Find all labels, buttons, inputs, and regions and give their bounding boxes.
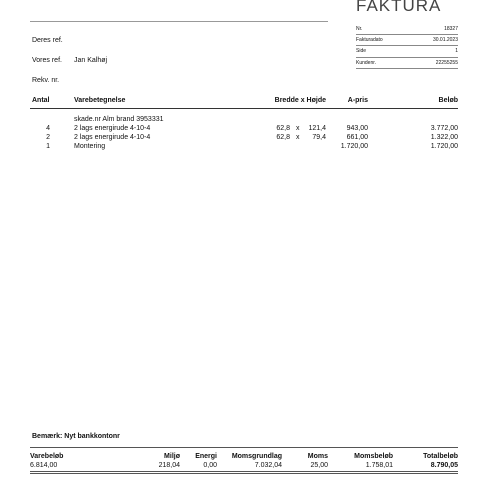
meta-value: 22255255	[435, 59, 458, 66]
total-value: 25,00	[310, 462, 328, 469]
total-label: Miljø	[164, 453, 180, 460]
row-apris: 661,00	[346, 134, 368, 141]
vores-ref-label: Vores ref.	[32, 57, 62, 64]
total-label: Moms	[307, 453, 328, 460]
row-antal: 1	[46, 143, 50, 150]
vores-ref-value: Jan Kalhøj	[74, 57, 108, 64]
meta-row-customer	[356, 58, 458, 68]
row-height: 79,4	[312, 134, 326, 141]
total-label: Momsgrundlag	[231, 453, 282, 460]
meta-label: Kundenr.	[356, 59, 377, 66]
row-height: 121,4	[308, 125, 326, 132]
row-belob: 3.772,00	[430, 125, 458, 132]
deres-ref-label: Deres ref.	[32, 37, 63, 44]
row-text: Montering	[74, 143, 106, 150]
table-row	[0, 125, 480, 134]
row-belob: 1.720,00	[430, 143, 458, 150]
total-value: 218,04	[158, 462, 180, 469]
row-text: 2 lags energirude 4-10-4	[74, 125, 151, 132]
rekv-nr-label: Rekv. nr.	[32, 77, 60, 84]
document-title: FAKTURA	[356, 0, 442, 15]
meta-row-number	[356, 24, 458, 34]
row-apris: 1.720,00	[340, 143, 368, 150]
total-label: Varebeløb	[30, 453, 64, 460]
totals-bottom-rule	[30, 471, 458, 472]
meta-label: Side	[356, 48, 367, 55]
col-header-apris: A-pris	[347, 97, 368, 104]
row-antal: 4	[46, 125, 50, 132]
total-varebelob	[30, 452, 70, 470]
total-energi	[182, 452, 217, 470]
meta-divider	[356, 68, 458, 69]
total-moms	[290, 452, 328, 470]
row-text: 2 lags energirude 4-10-4	[74, 134, 151, 141]
row-belob: 1.322,00	[430, 134, 458, 141]
meta-label: Fakturadato	[356, 37, 383, 44]
top-rule	[30, 21, 328, 22]
col-header-varebetegnelse: Varebetegnelse	[74, 97, 126, 104]
total-value: 0,00	[203, 462, 217, 469]
table-row	[0, 134, 480, 143]
total-momsbelob	[340, 452, 393, 470]
row-times: x	[296, 125, 300, 132]
total-label: Totalbeløb	[423, 453, 458, 460]
total-value: 6.814,00	[30, 462, 58, 469]
meta-row-date	[356, 35, 458, 45]
meta-value: 1	[455, 48, 458, 55]
row-width: 62,8	[276, 125, 290, 132]
total-label: Energi	[195, 453, 217, 460]
meta-value: 30.01.2023	[432, 37, 458, 44]
total-totalbelob	[405, 452, 458, 470]
row-times: x	[296, 134, 300, 141]
total-value: 8.790,05	[430, 462, 458, 469]
total-miljo	[140, 452, 180, 470]
invoice-meta	[356, 24, 458, 69]
remark-text: Bemærk: Nyt bankkontonr	[32, 433, 120, 440]
meta-value: 18327	[444, 26, 458, 32]
col-header-antal: Antal	[32, 97, 50, 104]
totals-top-rule	[30, 447, 458, 448]
total-label: Momsbeløb	[354, 453, 393, 460]
meta-row-page	[356, 46, 458, 56]
row-width: 62,8	[276, 134, 290, 141]
total-value: 7.032,04	[254, 462, 282, 469]
table-row	[0, 143, 480, 152]
col-header-bredde-hojde: Bredde x Højde	[274, 97, 326, 104]
meta-label: Nr.	[356, 26, 363, 32]
total-momsgrundlag	[220, 452, 282, 470]
col-header-belob: Beløb	[438, 97, 458, 104]
total-value: 1.758,01	[365, 462, 393, 469]
row-apris: 943,00	[346, 125, 368, 132]
totals-bottom-rule-2	[30, 473, 458, 474]
row-antal: 2	[46, 134, 50, 141]
header-rule	[30, 108, 458, 109]
line-note: skade.nr Alm brand 3953331	[74, 116, 164, 123]
